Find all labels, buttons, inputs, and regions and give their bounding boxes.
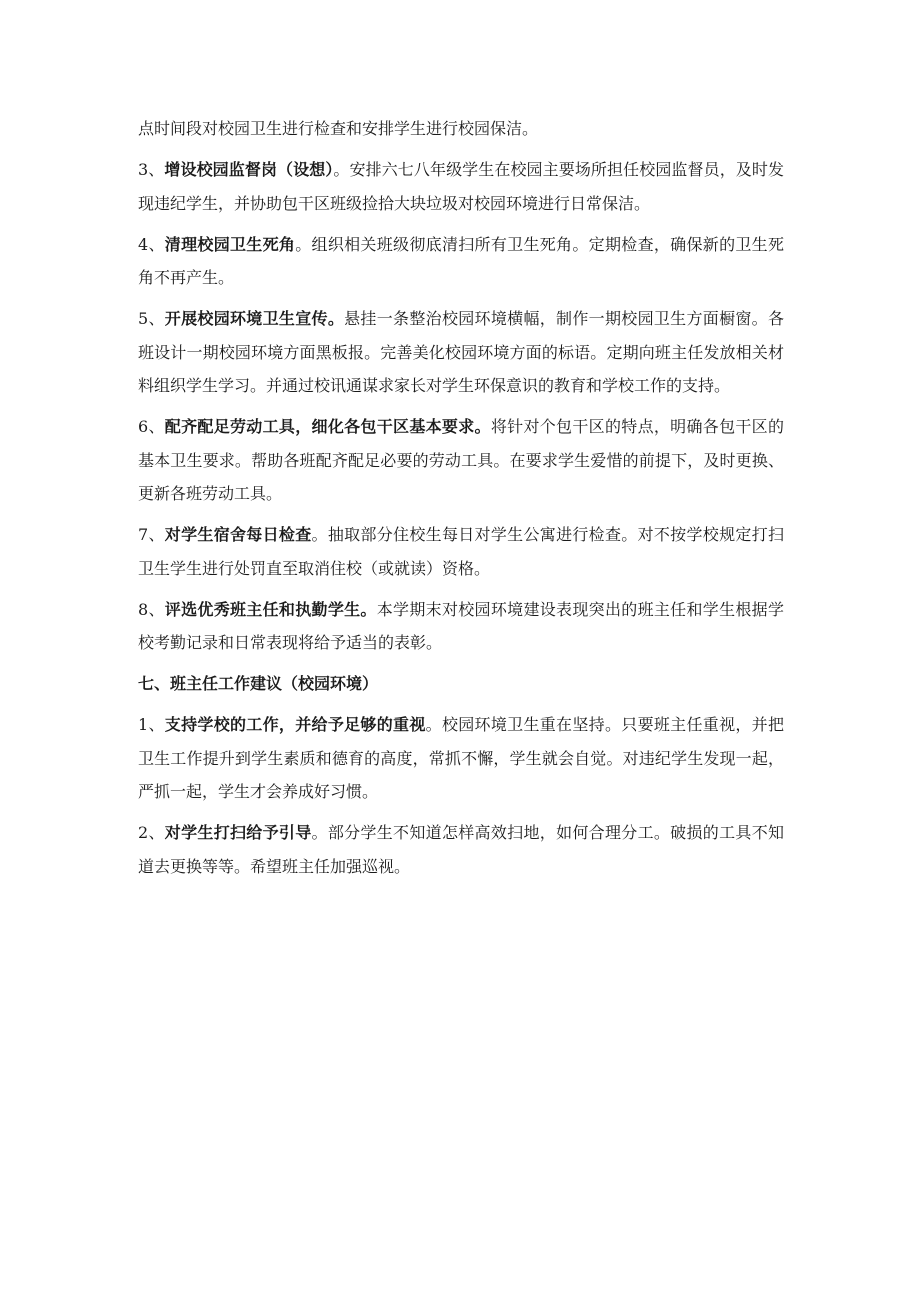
item-text: 。抽取部分住校生每日对学生公寓进行检查。对不按学校规定打扫卫生学生进行处罚直至取消住校（或就读）资格。 bbox=[138, 525, 784, 578]
item-title: 增设校园监督岗（设想） bbox=[164, 160, 334, 179]
section-heading: 七、班主任工作建议（校园环境） bbox=[138, 674, 379, 693]
list-item-3 bbox=[138, 153, 784, 220]
item-text: 将针对个包干区的特点，明确各包干区的基本卫生要求。帮助各班配齐配足必要的劳动工具。在要求学生爱惜的前提下，及时更换、更新各班劳动工具。 bbox=[138, 417, 784, 503]
paragraph-continuation bbox=[138, 112, 784, 146]
suggestion-item-2 bbox=[138, 816, 784, 883]
item-number: 6、 bbox=[138, 417, 165, 436]
suggestion-item-1 bbox=[138, 708, 784, 809]
item-number: 5、 bbox=[138, 309, 165, 328]
item-number: 2、 bbox=[138, 823, 165, 842]
item-number: 7、 bbox=[138, 525, 165, 544]
item-title: 开展校园环境卫生宣传。 bbox=[164, 309, 345, 328]
item-title: 评选优秀班主任和执勤学生。 bbox=[164, 599, 377, 619]
list-item-4 bbox=[138, 228, 784, 295]
item-text: 。校园环境卫生重在坚持。只要班主任重视，并把卫生工作提升到学生素质和德育的高度，常抓不懈，学生就会自觉。对违纪学生发现一起，严抓一起，学生才会养成好习惯。 bbox=[138, 715, 784, 801]
item-text: 。安排六七八年级学生在校园主要场所担任校园监督员，及时发现违纪学生，并协助包干区班级捡拾大块垃圾对校园环境进行日常保洁。 bbox=[138, 160, 784, 213]
list-item-5 bbox=[138, 302, 784, 403]
list-item-7 bbox=[138, 518, 784, 585]
item-title: 支持学校的工作，并给予足够的重视 bbox=[164, 715, 426, 734]
item-title: 对学生宿舍每日检查 bbox=[164, 525, 312, 544]
item-number: 1、 bbox=[138, 715, 165, 734]
item-text: 悬挂一条整治校园环境横幅，制作一期校园卫生方面橱窗。各班设计一期校园环境方面黑板报。完善美化校园环境方面的标语。定期向班主任发放相关材料组织学生学习。并通过校讯通谋求家长对学生环保意识的教育和学校工作的支持。 bbox=[138, 309, 784, 395]
item-text: 本学期末对校园环境建设表现突出的班主任和学生根据学校考勤记录和日常表现将给予适当的表彰。 bbox=[138, 599, 784, 652]
item-text: 。部分学生不知道怎样高效扫地，如何合理分工。破损的工具不知道去更换等等。希望班主任加强巡视。 bbox=[138, 823, 784, 876]
item-text: 。组织相关班级彻底清扫所有卫生死角。定期检查，确保新的卫生死角不再产生。 bbox=[138, 234, 784, 287]
list-item-8 bbox=[138, 593, 784, 660]
item-title: 对学生打扫给予引导 bbox=[164, 823, 312, 842]
item-title: 配齐配足劳动工具，细化各包干区基本要求。 bbox=[164, 417, 491, 436]
item-title: 清理校园卫生死角 bbox=[164, 234, 296, 254]
list-item-6 bbox=[138, 410, 784, 511]
item-number: 4、 bbox=[138, 234, 165, 254]
document-page bbox=[138, 112, 784, 891]
paragraph-text: 点时间段对校园卫生进行检查和安排学生进行校园保洁。 bbox=[138, 119, 539, 138]
item-number: 8、 bbox=[138, 599, 165, 619]
item-number: 3、 bbox=[138, 160, 165, 179]
